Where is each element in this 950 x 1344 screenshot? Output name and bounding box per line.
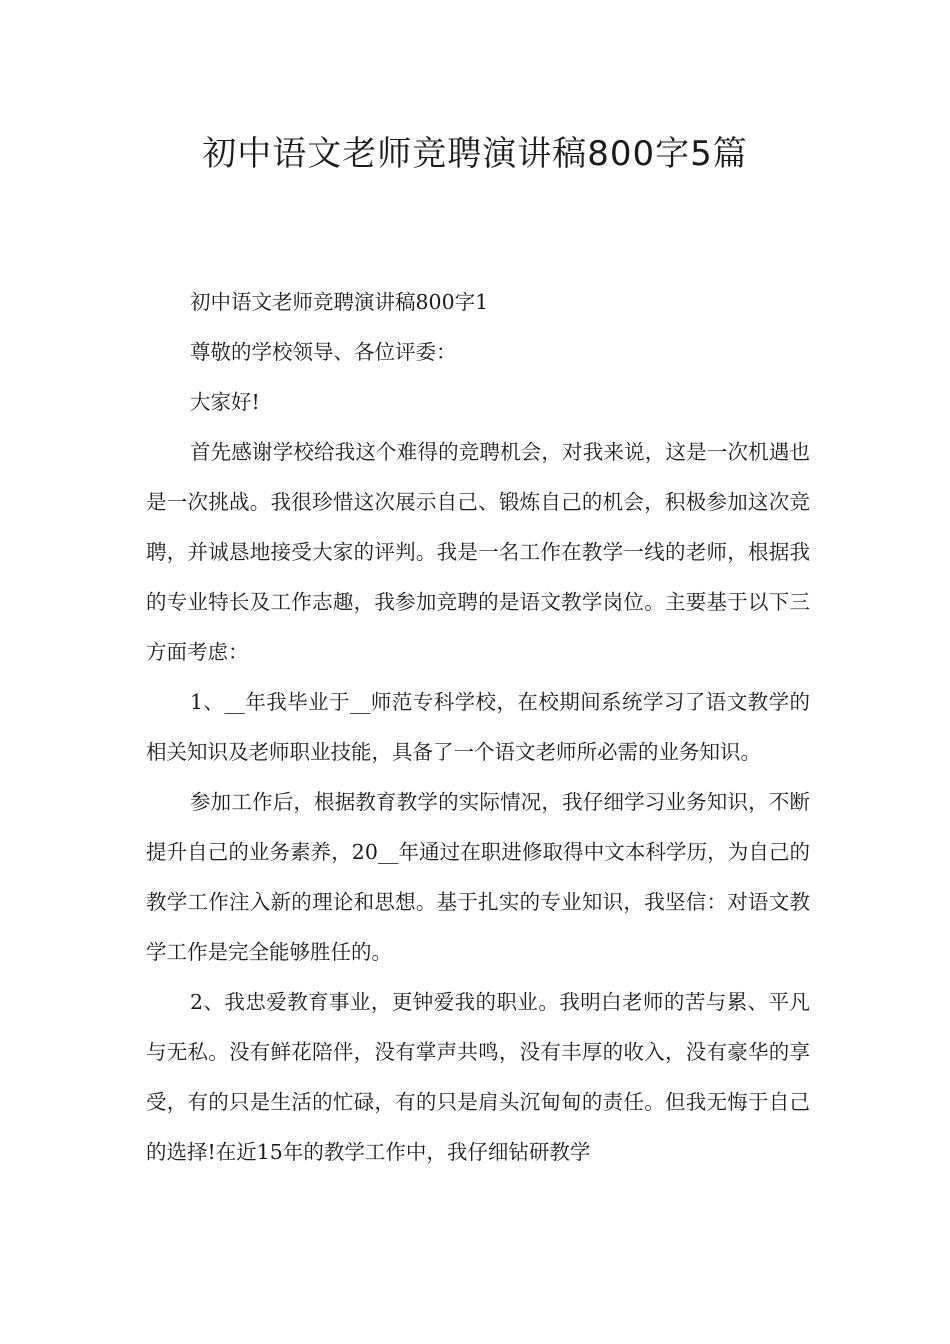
document-body [146, 277, 810, 1177]
body-paragraph: 首先感谢学校给我这个难得的竞聘机会，对我来说，这是一次机遇也是一次挑战。我很珍惜这次展示自己、锻炼自己的机会，积极参加这次竞聘，并诚恳地接受大家的评判。我是一名工作在教学一线的老师，根据我的专业特长及工作志趣，我参加竞聘的是语文教学岗位。主要基于以下三方面考虑： [146, 440, 810, 664]
document-title: 初中语文老师竞聘演讲稿800字5篇 [202, 134, 748, 174]
section-heading: 初中语文老师竞聘演讲稿800字1 [190, 290, 489, 314]
salutation: 尊敬的学校领导、各位评委： [190, 340, 457, 364]
body-paragraph: 1、__年我毕业于__师范专科学校，在校期间系统学习了语文教学的相关知识及老师职业技能，具备了一个语文老师所必需的业务知识。 [146, 690, 810, 764]
body-paragraph: 2、我忠爱教育事业，更钟爱我的职业。我明白老师的苦与累、平凡与无私。没有鲜花陪伴，没有掌声共鸣，没有丰厚的收入，没有豪华的享受，有的只是生活的忙碌，有的只是肩头沉甸甸的责任。但我无悔于自己的选择!在近15年的教学工作中，我仔细钻研教学 [146, 990, 810, 1164]
greeting: 大家好! [190, 390, 260, 414]
body-paragraph: 参加工作后，根据教育教学的实际情况，我仔细学习业务知识，不断提升自己的业务素养，20__年通过在职进修取得中文本科学历，为自己的教学工作注入新的理论和思想。基于扎实的专业知识，我坚信：对语文教学工作是完全能够胜任的。 [146, 790, 810, 964]
